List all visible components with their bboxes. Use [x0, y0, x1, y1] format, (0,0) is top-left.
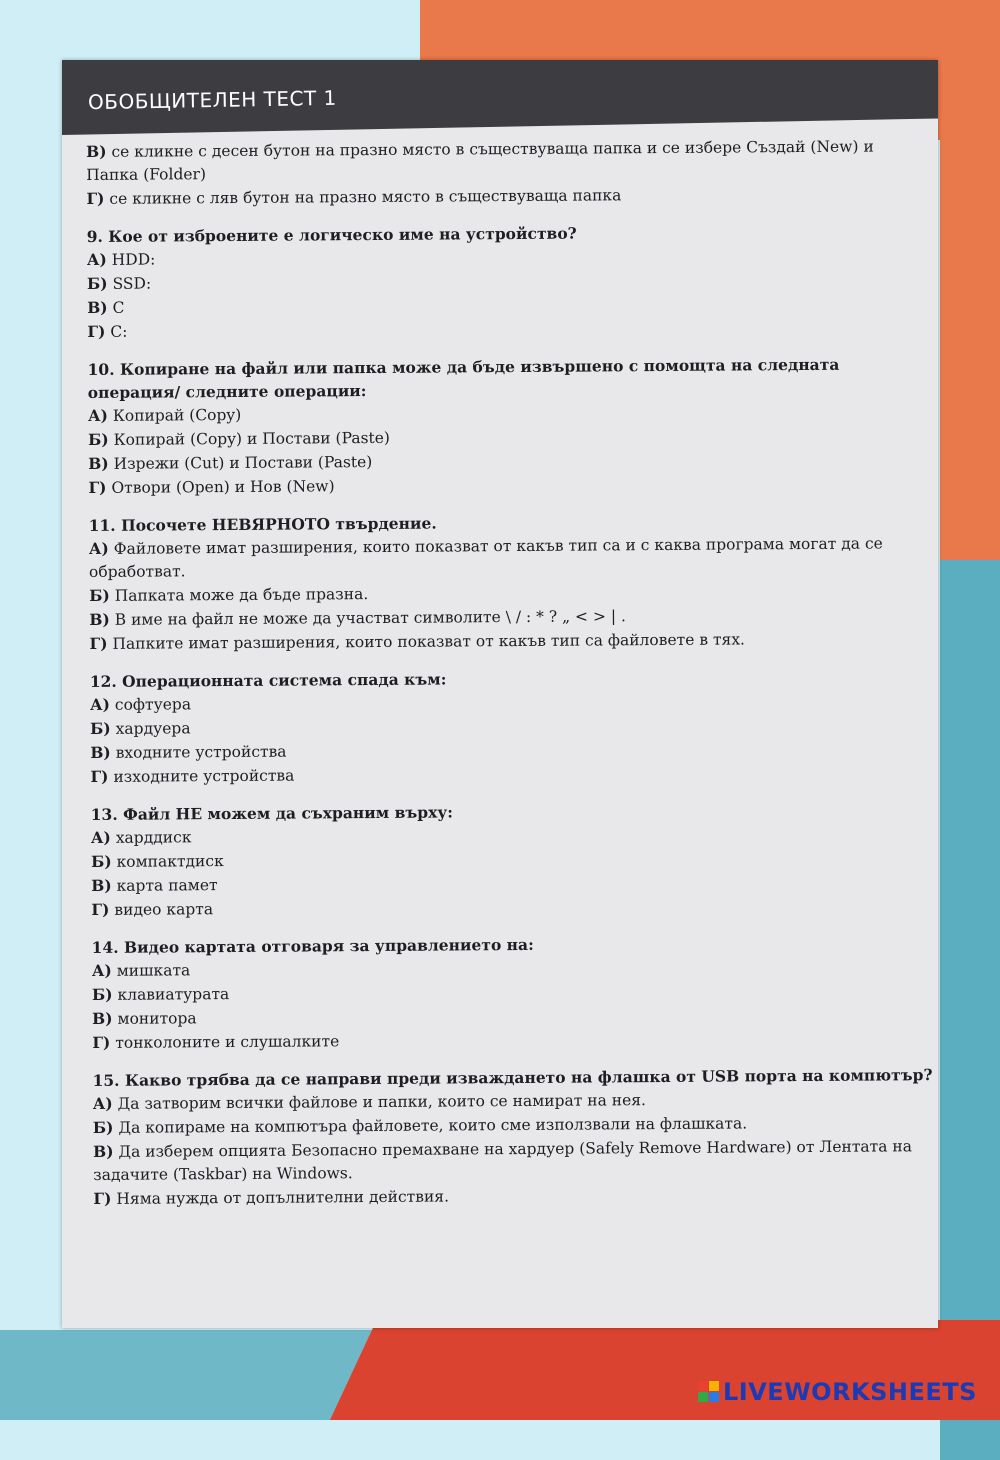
answer-option — [90, 759, 930, 789]
option-text: клавиатурата — [117, 985, 230, 1004]
question-block — [88, 352, 929, 500]
answer-option — [88, 470, 928, 500]
option-text: Копирай (Copy) — [112, 405, 242, 425]
option-letter: А) — [90, 827, 111, 847]
option-letter: Г) — [87, 321, 106, 341]
option-letter: В) — [89, 609, 110, 629]
option-text: софтуера — [114, 695, 192, 714]
option-text: се кликне с десен бутон на празно място в съществуваща папка и се избере Създай (New) и Папка (Folder) — [86, 137, 874, 184]
option-text: харддиск — [115, 828, 192, 847]
question-block — [90, 664, 931, 789]
background-orange-strip — [940, 0, 1000, 560]
option-letter: В) — [92, 1141, 114, 1161]
background-left-strip — [0, 0, 62, 1413]
test-content — [86, 134, 934, 1225]
question-block — [92, 1063, 933, 1211]
option-letter: А) — [87, 405, 108, 425]
option-text: тонколоните и слушалките — [115, 1032, 340, 1052]
option-text: карта памет — [116, 876, 218, 895]
option-letter: В) — [92, 1008, 113, 1028]
liveworksheets-logo — [698, 1378, 977, 1406]
question-title: 15. Какво трябва да се направи преди изваждането на флашка от USB порта на компютър? — [92, 1065, 933, 1090]
option-text: Папките имат разширения, които показват от какъв тип са файловете в тях. — [112, 630, 746, 653]
option-letter: Г) — [92, 1032, 111, 1052]
question-title: 13. Файл НЕ можем да съхраним върху: — [90, 802, 454, 824]
option-text: Да изберем опцията Безопасно премахване на хардуер (Safely Remove Hardware) от Лентата на задачите (Taskbar) на Windows. — [93, 1137, 912, 1184]
option-text: Копирай (Copy) и Постави (Paste) — [113, 428, 391, 449]
intro-options — [86, 134, 926, 211]
option-letter: Б) — [90, 718, 111, 738]
option-letter: Г) — [91, 899, 110, 919]
option-letter: Б) — [89, 585, 110, 605]
answer-option — [87, 314, 927, 344]
option-letter: Г) — [93, 1188, 112, 1208]
answer-option — [93, 1134, 933, 1187]
answer-option — [89, 531, 929, 584]
answer-option — [92, 1025, 932, 1055]
option-letter: Г) — [89, 633, 108, 653]
option-text: Да копираме на компютъра файловете, които сме използвали на флашката. — [118, 1114, 748, 1137]
option-letter: Г) — [86, 188, 105, 208]
question-block — [91, 797, 932, 922]
option-letter: В) — [88, 453, 109, 473]
option-letter: Б) — [88, 429, 109, 449]
option-text: хардуера — [115, 719, 191, 738]
question-list — [87, 219, 934, 1211]
option-text: В име на файл не може да участват символите \ / : * ? „ < > | . — [114, 607, 626, 629]
question-title: 11. Посочете НЕВЯРНОТО твърдение. — [88, 513, 437, 535]
option-letter: Б) — [86, 273, 108, 293]
option-row — [86, 181, 926, 211]
option-text: Няма нужда от допълнителни действия. — [116, 1187, 450, 1208]
question-block — [92, 930, 933, 1055]
option-letter: Г) — [88, 477, 107, 497]
option-text: входните устройства — [115, 742, 287, 762]
option-text: SSD: — [112, 274, 152, 293]
option-text: монитора — [117, 1009, 197, 1028]
question-block — [89, 508, 930, 656]
option-text: Папката може да бъде празна. — [114, 585, 369, 605]
option-text: се кликне с ляв бутон на празно място в съществуваща папка — [109, 186, 622, 208]
logo-icon — [698, 1381, 720, 1403]
option-letter: А) — [92, 1093, 113, 1113]
option-letter: А) — [88, 538, 109, 558]
question-title: 9. Кое от изброените е логическо име на устройство? — [86, 223, 577, 246]
option-letter: Б) — [92, 1117, 114, 1137]
option-letter: Б) — [90, 851, 112, 871]
option-letter: В) — [90, 742, 111, 762]
option-letter: А) — [89, 694, 110, 714]
option-letter: В) — [86, 141, 107, 161]
option-text: Отвори (Open) и Нов (New) — [111, 477, 335, 497]
option-letter: Б) — [91, 984, 113, 1004]
answer-option — [93, 1181, 933, 1211]
option-letter: Г) — [90, 766, 109, 786]
logo-text: LIVEWORKSHEETS — [723, 1378, 977, 1406]
option-text: компактдиск — [116, 852, 224, 871]
option-letter: А) — [91, 960, 112, 980]
question-block — [87, 219, 928, 344]
option-text: C: — [110, 322, 128, 341]
question-title: 12. Операционната система спада към: — [89, 669, 447, 691]
page-title: ОБОБЩИТЕЛЕН ТЕСТ 1 — [87, 85, 338, 115]
worksheet-page — [62, 60, 938, 1328]
answer-option — [89, 626, 929, 656]
option-row — [86, 134, 926, 187]
option-text: Файловете имат разширения, които показват от какъв тип са и с каква програма могат да се обработват. — [88, 534, 883, 581]
question-title: 10. Копиране на файл или папка може да бъде извършено с помощта на следната операция/ следните операции: — [87, 354, 840, 402]
option-text: Да затворим всички файлове и папки, които се намират на нея. — [117, 1091, 646, 1113]
option-text: C — [112, 298, 125, 317]
option-letter: В) — [87, 297, 108, 317]
option-letter: А) — [86, 249, 107, 269]
option-text: видео карта — [114, 900, 214, 919]
option-letter: В) — [91, 875, 112, 895]
option-text: изходните устройства — [113, 766, 295, 786]
question-title: 14. Видео картата отговаря за управлението на: — [91, 934, 534, 957]
option-text: HDD: — [111, 250, 156, 269]
option-text: Изрежи (Cut) и Постави (Paste) — [113, 453, 373, 473]
option-text: мишката — [116, 961, 191, 980]
